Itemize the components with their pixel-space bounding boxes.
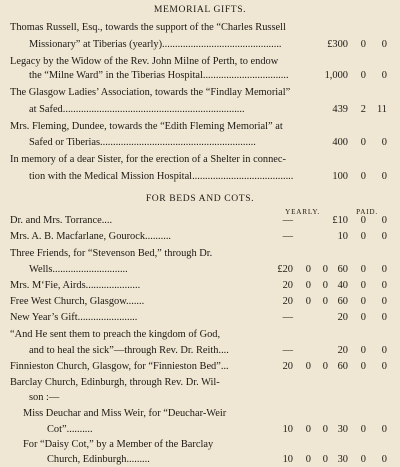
entry-text: “And He sent them to preach the kingdom of God,: [10, 329, 221, 340]
yearly-pounds: 20: [282, 296, 293, 307]
amount-pence: 0: [381, 70, 387, 81]
yearly-pence: 0: [322, 280, 328, 291]
yearly-shillings: 0: [305, 361, 311, 372]
memorial-line: [0, 69, 400, 83]
memorial-line: [0, 120, 400, 134]
paid-pounds: £10: [332, 215, 348, 226]
entry-text: Wells.............................: [29, 264, 128, 275]
paid-pence: 0: [381, 345, 387, 356]
entry-text: Miss Deuchar and Miss Weir, for “Deuchar-Weir: [23, 408, 227, 419]
yearly-shillings: 0: [305, 454, 311, 465]
yearly-shillings: 0: [305, 296, 311, 307]
amount-pence: 0: [381, 39, 387, 50]
memorial-line: [0, 86, 400, 100]
beds-line: [0, 344, 400, 358]
entry-text: In memory of a dear Sister, for the erection of a Shelter in connec-: [10, 154, 286, 165]
entry-text: New Year’s Gift.......................: [10, 312, 138, 323]
paid-pence: 0: [381, 296, 387, 307]
paid-shillings: 0: [360, 345, 366, 356]
yearly-pounds: —: [282, 215, 293, 226]
amount-pounds: 100: [332, 171, 348, 182]
paid-pence: 0: [381, 264, 387, 275]
paid-shillings: 0: [360, 424, 366, 435]
entry-text: Free West Church, Glasgow.......: [10, 296, 145, 307]
entry-text: son :—: [29, 392, 60, 403]
paid-pounds: 60: [337, 264, 348, 275]
paid-pounds: 30: [337, 454, 348, 465]
entry-text: Legacy by the Widow of the Rev. John Milne of Perth, to endow: [10, 56, 279, 67]
amount-pence: 11: [376, 104, 387, 115]
amount-pounds: 400: [332, 137, 348, 148]
entry-text: Three Friends, for “Stevenson Bed,” through Dr.: [10, 248, 213, 259]
beds-line: [0, 453, 400, 467]
entry-text: Finnieston Church, Glasgow, for “Finnieston Bed”...: [10, 361, 229, 372]
yearly-pounds: —: [282, 345, 293, 356]
entry-text: the “Milne Ward” in the Tiberias Hospital.................................: [29, 70, 289, 81]
amount-shillings: 0: [360, 39, 366, 50]
amount-shillings: 2: [360, 104, 366, 115]
memorial-line: [0, 170, 400, 184]
yearly-pence: 0: [322, 454, 328, 465]
paid-shillings: 0: [360, 215, 366, 226]
entry-text: and to heal the sick”—through Rev. Dr. Reith....: [29, 345, 229, 356]
beds-cots-heading: FOR BEDS AND COTS.: [145, 193, 255, 204]
amount-pence: 0: [381, 137, 387, 148]
paid-pence: 0: [381, 231, 387, 242]
entry-text: Dr. and Mrs. Torrance....: [10, 215, 113, 226]
yearly-shillings: 0: [305, 424, 311, 435]
entry-text: Thomas Russell, Esq., towards the support of the “Charles Russell: [10, 22, 286, 33]
yearly-pounds: 20: [282, 361, 293, 372]
paid-pounds: 30: [337, 424, 348, 435]
entry-text: Safed or Tiberias............................................................: [29, 137, 256, 148]
paid-shillings: 0: [360, 454, 366, 465]
memorial-gifts-heading: MEMORIAL GIFTS.: [153, 4, 247, 15]
entry-text: Missionary” at Tiberias (yearly)..............................................: [29, 39, 282, 50]
beds-line: [0, 328, 400, 342]
paid-pence: 0: [381, 215, 387, 226]
memorial-line: [0, 103, 400, 117]
memorial-line: [0, 153, 400, 167]
amount-shillings: 0: [360, 137, 366, 148]
beds-line: [0, 214, 400, 228]
yearly-pence: 0: [322, 264, 328, 275]
paid-pounds: 20: [337, 312, 348, 323]
paid-pounds: 20: [337, 345, 348, 356]
amount-pounds: £300: [327, 39, 348, 50]
paid-pence: 0: [381, 424, 387, 435]
yearly-shillings: 0: [305, 264, 311, 275]
yearly-pounds: —: [282, 312, 293, 323]
memorial-line: [0, 136, 400, 150]
amount-shillings: 0: [360, 70, 366, 81]
paid-shillings: 0: [360, 361, 366, 372]
paid-shillings: 0: [360, 296, 366, 307]
paid-shillings: 0: [360, 280, 366, 291]
paid-pence: 0: [381, 454, 387, 465]
beds-line: [0, 263, 400, 277]
beds-line: [0, 311, 400, 325]
beds-line: [0, 247, 400, 261]
beds-line: [0, 391, 400, 405]
memorial-line: [0, 55, 400, 69]
entry-text: The Glasgow Ladies’ Association, towards the “Findlay Memorial”: [10, 87, 291, 98]
entry-text: at Safed......................................................................: [29, 104, 245, 115]
entry-text: For “Daisy Cot,” by a Member of the Barclay: [23, 439, 214, 450]
yearly-pence: 0: [322, 424, 328, 435]
yearly-pounds: 20: [282, 280, 293, 291]
yearly-pounds: —: [282, 231, 293, 242]
beds-line: [0, 360, 400, 374]
paid-column-header: PAID.: [356, 208, 378, 216]
entry-text: Barclay Church, Edinburgh, through Rev. Dr. Wil-: [10, 377, 220, 388]
memorial-line: [0, 21, 400, 35]
beds-line: [0, 423, 400, 437]
paid-shillings: 0: [360, 231, 366, 242]
yearly-column-header: YEARLY.: [285, 208, 320, 216]
entry-text: Mrs. M‘Fie, Airds.....................: [10, 280, 141, 291]
amount-pence: 0: [381, 171, 387, 182]
entry-text: Mrs. Fleming, Dundee, towards the “Edith Fleming Memorial” at: [10, 121, 283, 132]
paid-pounds: 60: [337, 361, 348, 372]
amount-pounds: 1,000: [324, 70, 348, 81]
entry-text: Mrs. A. B. Macfarlane, Gourock..........: [10, 231, 172, 242]
yearly-pounds: 10: [282, 424, 293, 435]
beds-line: [0, 279, 400, 293]
paid-pence: 0: [381, 312, 387, 323]
yearly-pence: 0: [322, 361, 328, 372]
paid-pence: 0: [381, 280, 387, 291]
yearly-pounds: £20: [277, 264, 293, 275]
memorial-line: [0, 38, 400, 52]
paid-shillings: 0: [360, 264, 366, 275]
yearly-shillings: 0: [305, 280, 311, 291]
beds-line: [0, 407, 400, 421]
beds-line: [0, 376, 400, 390]
entry-text: Church, Edinburgh.........: [47, 454, 150, 465]
yearly-pounds: 10: [282, 454, 293, 465]
paid-shillings: 0: [360, 312, 366, 323]
paid-pence: 0: [381, 361, 387, 372]
paid-pounds: 40: [337, 280, 348, 291]
amount-shillings: 0: [360, 171, 366, 182]
beds-line: [0, 230, 400, 244]
beds-line: [0, 295, 400, 309]
yearly-pence: 0: [322, 296, 328, 307]
beds-line: [0, 438, 400, 452]
entry-text: Cot”..........: [47, 424, 93, 435]
amount-pounds: 439: [332, 104, 348, 115]
paid-pounds: 10: [337, 231, 348, 242]
paid-pounds: 60: [337, 296, 348, 307]
entry-text: tion with the Medical Mission Hospital.......................................: [29, 171, 294, 182]
